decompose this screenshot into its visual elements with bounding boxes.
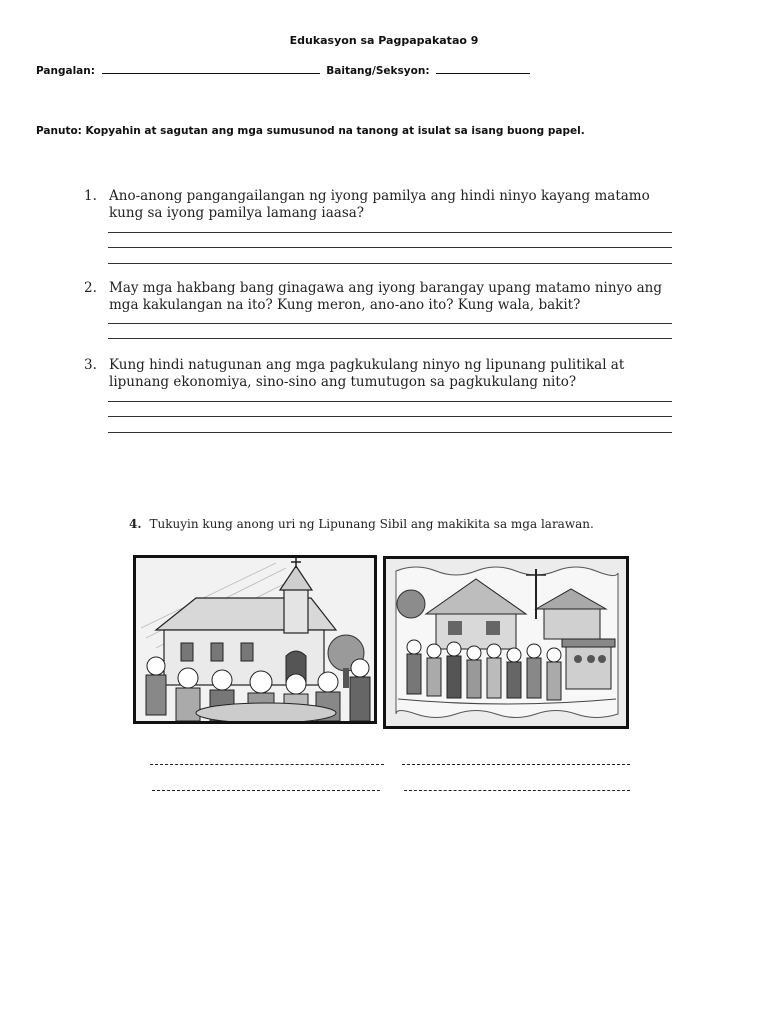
church-community-drawing-icon xyxy=(136,558,374,721)
question-2 xyxy=(84,280,676,314)
answer-line xyxy=(108,338,672,339)
instructions: Panuto: Kopyahin at sagutan ang mga sumusunod na tanong at isulat sa isang buong papel. xyxy=(36,125,585,137)
question-number: 2. xyxy=(84,280,97,296)
section-label: Baitang/Seksyon: xyxy=(326,65,430,77)
answer-line xyxy=(108,263,672,264)
answer-line-picture-1 xyxy=(152,790,380,791)
answer-line xyxy=(108,232,672,233)
answer-line-picture-1 xyxy=(150,764,384,765)
question-text: May mga hakbang bang ginagawa ang iyong barangay upang matamo ninyo ang mga kakulangan na ito? Kung meron, ano-ano ito? Kung wala, bakit? xyxy=(109,280,662,313)
question-text: Tukuyin kung anong uri ng Lipunang Sibil ang makikita sa mga larawan. xyxy=(149,517,594,531)
question-3 xyxy=(84,357,676,391)
market-community-picture xyxy=(383,556,629,729)
answer-line-picture-2 xyxy=(402,764,630,765)
church-community-picture xyxy=(133,555,377,724)
answer-line-picture-2 xyxy=(404,790,630,791)
question-1 xyxy=(84,188,676,222)
page-title: Edukasyon sa Pagpapakatao 9 xyxy=(289,34,479,47)
question-number: 1. xyxy=(84,188,97,204)
answer-line xyxy=(108,323,672,324)
answer-line xyxy=(108,432,672,433)
answer-line xyxy=(108,416,672,417)
question-number: 3. xyxy=(84,357,97,373)
question-4 xyxy=(129,517,649,531)
answer-line xyxy=(108,401,672,402)
name-label: Pangalan: xyxy=(36,65,95,77)
section-blank xyxy=(436,64,530,74)
name-blank xyxy=(102,64,320,74)
question-text: Kung hindi natugunan ang mga pagkukulang ninyo ng lipunang pulitikal at lipunang ekonomiya, sino-sino ang tumutugon sa pagkukulang nito? xyxy=(109,357,625,390)
question-text: Ano-anong pangangailangan ng iyong pamilya ang hindi ninyo kayang matamo kung sa iyong pamilya lamang iaasa? xyxy=(109,188,650,221)
student-info-row xyxy=(36,64,533,77)
market-community-drawing-icon xyxy=(386,559,626,726)
answer-line xyxy=(108,247,672,248)
question-number: 4. xyxy=(129,517,142,531)
